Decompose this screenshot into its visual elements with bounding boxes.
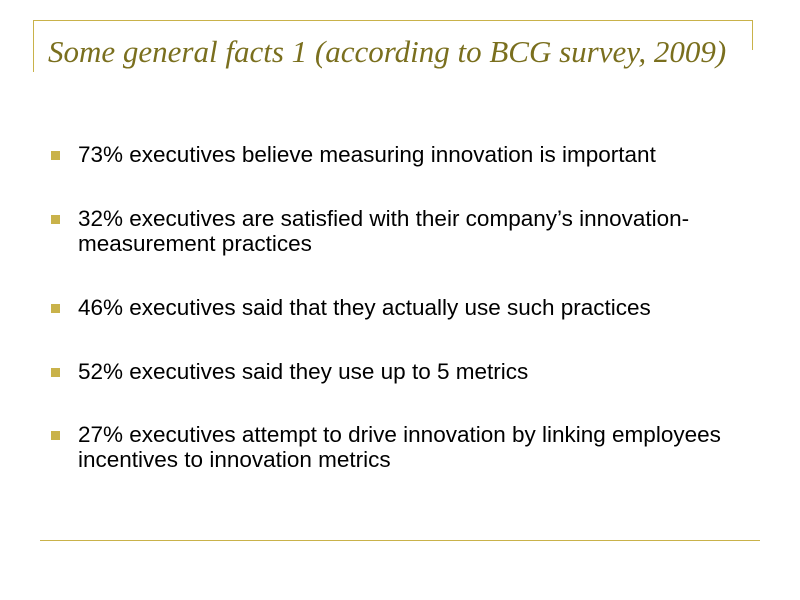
bullet-item — [48, 295, 738, 320]
bullet-text: 27% executives attempt to drive innovation by linking employees incentives to innovation metrics — [78, 422, 721, 472]
square-bullet-icon — [51, 304, 60, 313]
bullet-text: 32% executives are satisfied with their company’s innovation-measurement practices — [78, 206, 690, 256]
top-divider — [33, 20, 753, 21]
bullet-item — [48, 359, 738, 384]
left-divider — [33, 20, 34, 72]
bullet-text: 52% executives said they use up to 5 metrics — [78, 359, 529, 384]
bullet-text: 73% executives believe measuring innovation is important — [78, 142, 656, 167]
top-right-divider — [752, 20, 753, 50]
bullet-item — [48, 422, 738, 472]
slide-title: Some general facts 1 (according to BCG survey, 2009) — [48, 34, 727, 69]
bullet-item — [48, 142, 738, 167]
bottom-divider — [40, 540, 760, 541]
square-bullet-icon — [51, 431, 60, 440]
square-bullet-icon — [51, 151, 60, 160]
square-bullet-icon — [51, 368, 60, 377]
square-bullet-icon — [51, 215, 60, 224]
bullet-list — [48, 142, 738, 511]
bullet-text: 46% executives said that they actually use such practices — [78, 295, 651, 320]
bullet-item — [48, 206, 738, 256]
